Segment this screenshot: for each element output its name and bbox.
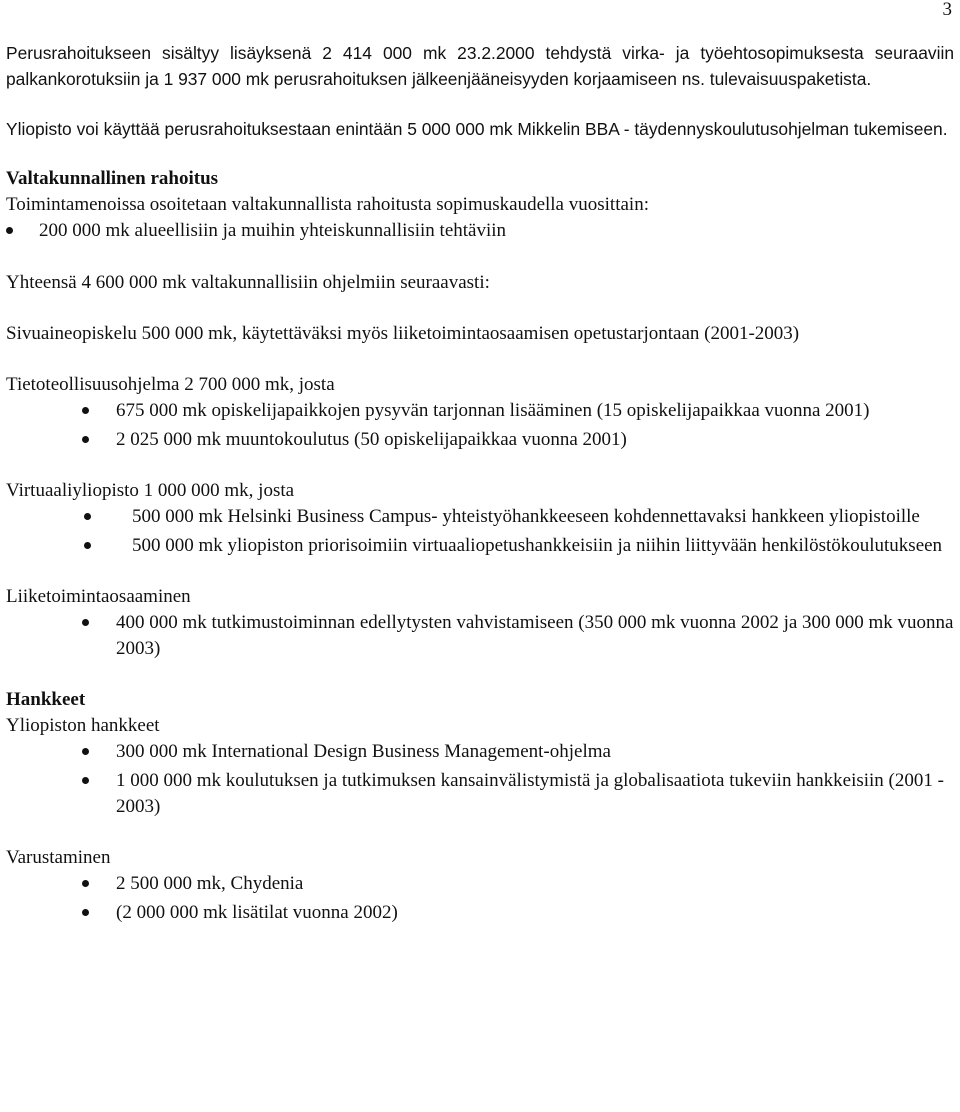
national-funding-heading: Valtakunnallinen rahoitus bbox=[6, 168, 219, 189]
virtual-university-heading: Virtuaaliyliopisto 1 000 000 mk, josta bbox=[6, 480, 295, 501]
list-item-text: 500 000 mk Helsinki Business Campus- yhteistyöhankkeeseen kohdennettavaksi hankkeen yliopistoille bbox=[132, 506, 920, 527]
page-number: 3 bbox=[942, 0, 952, 20]
list-item bbox=[6, 504, 954, 530]
business-expertise-heading: Liiketoimintaosaaminen bbox=[6, 586, 191, 607]
document-body bbox=[6, 40, 954, 926]
intro-paragraph-2: Yliopisto voi käyttää perusrahoituksestaan enintään 5 000 000 mk Mikkelin BBA - täydennyskoulutusohjelman tukemiseen. bbox=[6, 119, 948, 139]
national-funding-intro: Toimintamenoissa osoitetaan valtakunnallista rahoitusta sopimuskaudella vuosittain: bbox=[6, 194, 649, 215]
list-item bbox=[6, 871, 954, 897]
bullet-icon bbox=[82, 407, 89, 414]
university-projects-subheading: Yliopiston hankkeet bbox=[6, 715, 160, 736]
virtual-university-list bbox=[6, 504, 954, 559]
list-item-text: 300 000 mk International Design Business Management-ohjelma bbox=[116, 741, 611, 762]
list-item-text: 675 000 mk opiskelijapaikkojen pysyvän tarjonnan lisääminen (15 opiskelijapaikkaa vuonna 2001) bbox=[116, 400, 870, 421]
list-item-text: 400 000 mk tutkimustoiminnan edellytysten vahvistamiseen (350 000 mk vuonna 2002 ja 300 000 mk vuonna 2003) bbox=[116, 612, 954, 659]
bullet-icon bbox=[82, 619, 89, 626]
it-program-heading: Tietoteollisuusohjelma 2 700 000 mk, josta bbox=[6, 374, 335, 395]
list-item-text: 2 500 000 mk, Chydenia bbox=[116, 873, 304, 894]
business-expertise-list bbox=[6, 610, 954, 662]
bullet-icon bbox=[82, 777, 89, 784]
equipment-heading: Varustaminen bbox=[6, 847, 111, 868]
list-item-text: (2 000 000 mk lisätilat vuonna 2002) bbox=[116, 902, 398, 923]
minor-studies-line: Sivuaineopiskelu 500 000 mk, käytettäväksi myös liiketoimintaosaamisen opetustarjontaan (2001-2003) bbox=[6, 323, 800, 344]
it-program-list bbox=[6, 398, 954, 453]
list-item bbox=[6, 768, 954, 820]
list-item-text: 2 025 000 mk muuntokoulutus (50 opiskelijapaikkaa vuonna 2001) bbox=[116, 429, 627, 450]
list-item-text: 200 000 mk alueellisiin ja muihin yhteiskunnallisiin tehtäviin bbox=[39, 220, 507, 241]
bullet-icon bbox=[82, 880, 89, 887]
intro-paragraph-1: Perusrahoitukseen sisältyy lisäyksenä 2 414 000 mk 23.2.2000 tehdystä virka- ja työehtosopimuksesta seuraaviin palkankorotuksiin ja 1 937 000 mk perusrahoituksen jälkeenjääneisyyden korjaamiseen ns. tulevaisuuspaketista. bbox=[6, 43, 954, 89]
list-item bbox=[6, 398, 954, 424]
bullet-icon bbox=[6, 227, 13, 234]
bullet-icon bbox=[82, 436, 89, 443]
list-item bbox=[6, 610, 954, 662]
list-item bbox=[6, 900, 954, 926]
bullet-icon bbox=[82, 748, 89, 755]
bullet-icon bbox=[84, 513, 91, 520]
equipment-list bbox=[6, 871, 954, 926]
national-programs-total: Yhteensä 4 600 000 mk valtakunnallisiin ohjelmiin seuraavasti: bbox=[6, 272, 490, 293]
list-item bbox=[6, 533, 954, 559]
list-item bbox=[6, 739, 954, 765]
national-funding-list bbox=[6, 218, 954, 244]
list-item bbox=[6, 427, 954, 453]
bullet-icon bbox=[82, 909, 89, 916]
list-item-text: 500 000 mk yliopiston priorisoimiin virtuaaliopetushankkeisiin ja niihin liittyvään henkilöstökoulutukseen bbox=[132, 535, 943, 556]
list-item-text: 1 000 000 mk koulutuksen ja tutkimuksen kansainvälistymistä ja globalisaatiota tukeviin hankkeisiin (2001 - 2003) bbox=[116, 770, 944, 817]
bullet-icon bbox=[84, 542, 91, 549]
projects-list bbox=[6, 739, 954, 820]
list-item bbox=[6, 218, 954, 244]
projects-heading: Hankkeet bbox=[6, 689, 86, 710]
